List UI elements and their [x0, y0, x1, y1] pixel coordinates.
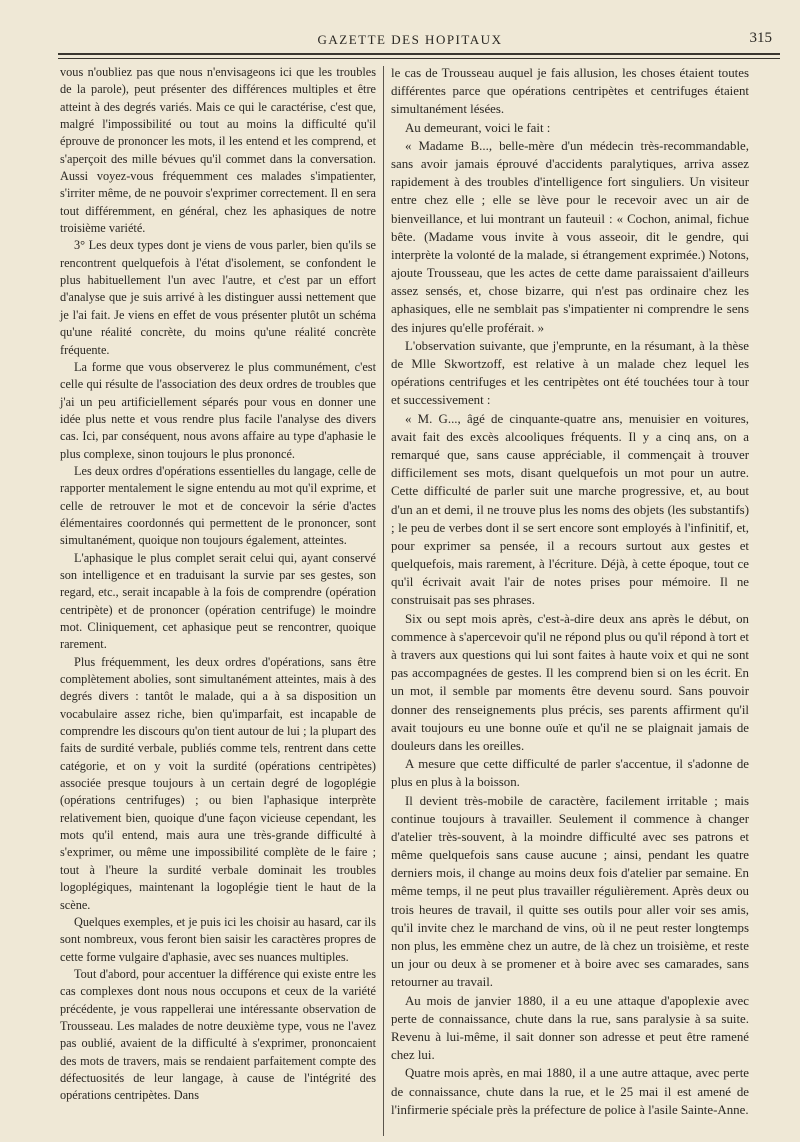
paragraph: 3° Les deux types dont je viens de vous parler, bien qu'ils se rencontrent quelquefois à l'état d'isolement, se confondent le plus habituellement l'un avec l'autre, et c'est par un effort d'analyse que je suis arrivé à les distinguer aussi nettement que je l'ai fait. Je viens en effet de vous présenter plutôt un schéma qu'une réalité concrète, du moins qu'une réalité concrète fréquente. — [60, 238, 376, 357]
paragraph: L'aphasique le plus complet serait celui qui, ayant conservé son intelligence et en traduisant la survie par ses gestes, son regard, etc., serait incapable à la fois de comprendre (opération centripète) et de prononcer (opération centrifuge) le moindre mot. Cliniquement, cet aphasique peut se rencontrer, quoique rarement. — [60, 550, 376, 652]
paragraph: Plus fréquemment, les deux ordres d'opérations, sans être complètement abolies, sont simultanément atteintes, mais à des degrés divers : tantôt le malade, qui a à sa disposition un vocabulaire assez riche, bien qu'imparfait, est incapable de comprendre les discours qu'on tient autour de lui ; la plupart des faits de surdité verbale, publiés comme tels, rentrent dans cette catégorie, et on y voit la surdité (opérations centripètes) associée presque toujours à un certain degré de logoplégie (opérations centrifuges) ; ou bien l'aphasique interprète relativement bien, quoique d'une façon vicieuse cependant, les mots qu'il entend, mais aura une très-grande difficulté à s'exprimer, ou même une impossibilité complète de le faire ; tout à l'heure la surdité verbale dominait les troubles logoplégiques, maintenant la logoplégie tient le haut de la scène. — [60, 654, 376, 912]
right-column — [391, 64, 749, 1119]
running-header — [40, 30, 780, 48]
quote-paragraph: « M. G..., âgé de cinquante-quatre ans, menuisier en voitures, avait fait des excès alcooliques fréquents. Il y a cinq ans, on a remarqué que, sans cause appréciable, il commençait à trouver difficilement ses mots, disant quelquefois un mot pour un autre. Cette difficulté de parler suit une marche progressive, et, au bout d'un an et demi, il ne trouve plus les noms des objets (les substantifs) ; le peu de verbes dont il se sert encore sont employés à l'infinitif, et, pour exprimer sa pensée, il a recours surtout aux gestes et quelquefois, mais rarement, à l'écriture. Déjà, à cette époque, tout ce qu'il écrivait avait l'air de notes prises pour mémoire. Il ne construisait pas ses phrases. — [391, 411, 749, 608]
header-rule-thin — [58, 58, 780, 59]
paragraph: La forme que vous observerez le plus communément, c'est celle qui résulte de l'association des deux ordres de troubles que j'ai un peu artificiellement séparés pour vous en donner une idée plus nette et vous rendre plus facile l'analyse des divers cas. Ici, par conséquent, nous avons affaire au type d'aphasie le plus complexe, sinon toujours le plus prononcé. — [60, 359, 376, 461]
paragraph: A mesure que cette difficulté de parler s'accentue, il s'adonne de plus en plus à la boisson. — [391, 757, 749, 790]
paragraph: Il devient très-mobile de caractère, facilement irritable ; mais continue toujours à travailler. Seulement il commence à changer d'atelier très-souvent, à la moindre difficulté avec ses patrons et même quelquefois sans cause aucune ; ainsi, pendant les quatre derniers mois, il change au moins deux fois d'atelier par semaine. En même temps, il ne peut plus travailler régulièrement. Après deux ou trois heures de travail, il quitte ses outils pour aller voir ses amis, qu'il invite chez le marchand de vins, où il ne peut rester longtemps non plus, les emmène chez un autre, de là chez un troisième, et reste un jour ou deux à se promener et à boire avec ses camarades, sans retourner au travail. — [391, 793, 749, 990]
header-rule-thick — [58, 53, 780, 55]
paragraph: Quatre mois après, en mai 1880, il a une autre attaque, avec perte de connaissance, chute dans la rue, et le 25 mai il est amené de l'infirmerie spéciale près la préfecture de police à l'asile Sainte-Anne. — [391, 1066, 749, 1117]
paragraph: Tout d'abord, pour accentuer la différence qui existe entre les cas complexes dont nous nous occupons et ceux de la variété précédente, je vous rappellerai une intéressante observation de Trousseau. Les malades de notre deuxième type, vous ne l'avez pas oublié, avaient de la difficulté à s'exprimer, prononcaient des mots de travers, mais se rendaient parfaitement compte des défectuosités de leur langage, à cause de l'intégrité des opérations centripètes. Dans — [60, 966, 376, 1103]
paragraph: Quelques exemples, et je puis ici les choisir au hasard, car ils sont nombreux, vous feront bien saisir les caractères propres de cette forme vulgaire d'aphasie, avec ses nuances multiples. — [60, 914, 376, 964]
paragraph: L'observation suivante, que j'emprunte, en la résumant, à la thèse de Mlle Skwortzoff, est relative à un malade chez lequel les opérations centrifuges et les centripètes ont été touchées tour à tour et successivement : — [391, 338, 749, 408]
left-column — [60, 64, 376, 1105]
paragraph: Six ou sept mois après, c'est-à-dire deux ans après le début, on commence à s'apercevoir qu'il ne répond plus ou qu'il répond à tort et à travers aux questions qui lui sont faites à haute voix et qui ne sont pas accompagnées de gestes. Il les comprend bien si on les écrit. En un mot, il semble par moments être devenu sourd. Sans pouvoir donner des renseignements plus précis, ses parents affirment qu'il avait toujours eu une bonne ouïe et qu'il ne se plaignait jamais de douleurs dans les oreilles. — [391, 611, 749, 753]
paragraph: vous n'oubliez pas que nous n'envisageons ici que les troubles de la parole), peut présenter des différences multiples et être atteint à des degrés variés. Mais ce qui le caractérise, c'est que, malgré l'impossibilité ou tout au moins la difficulté qu'il éprouve de prononcer les mots, il les entend et les comprend, et s'aperçoit des mille bévues qu'il commet dans la conversation. Aussi voyez-vous fréquemment ces malades s'impatienter, s'irriter même, de ne pouvoir s'exprimer correctement. Il en sera tout différemment, en général, chez les aphasiques de notre troisième variété. — [60, 65, 376, 236]
paragraph: le cas de Trousseau auquel je fais allusion, les choses étaient toutes différentes parce que opérations centripètes et centrifuges étaient simultanément lésées. — [391, 66, 749, 117]
paragraph: Les deux ordres d'opérations essentielles du langage, celle de rapporter mentalement le signe entendu au mot qu'il exprime, et celle de retrouver le mot et de concevoir la série d'actes élémentaires coordonnés qui permettent de le prononcer, sont simultanément, quoique non toujours également, atteintes. — [60, 463, 376, 548]
journal-title: GAZETTE DES HOPITAUX — [317, 32, 503, 47]
paragraph: Au mois de janvier 1880, il a eu une attaque d'apoplexie avec perte de connaissance, chute dans la rue, sans paralysie à sa suite. Revenu à lui-même, il sait donner son adresse et peut être ramené chez lui. — [391, 993, 749, 1063]
column-divider — [383, 66, 384, 1136]
page-number: 315 — [749, 30, 772, 46]
quote-paragraph: « Madame B..., belle-mère d'un médecin très-recommandable, sans avoir jamais éprouvé d'accidents paralytiques, arriva assez rapidement à des troubles d'intelligence fort singuliers. Un visiteur entre chez elle ; elle se lève pour le recevoir avec un air de bienveillance, et lui montrant un fauteuil : « Cochon, animal, fichue bête. (Madame vous invite à vous asseoir, dit le gendre, qui interprète la volonté de la malade, si étrangement exprimée.) Notons, ajoute Trousseau, que les actes de cette dame paraissaient d'ailleurs assez sensés, et, chose bizarre, qui n'est pas ordinaire chez les aphasiques, elle ne semblait pas s'impatienter ni comprendre le sens des injures qu'elle proférait. » — [391, 138, 749, 335]
paragraph: Au demeurant, voici le fait : — [405, 120, 551, 135]
